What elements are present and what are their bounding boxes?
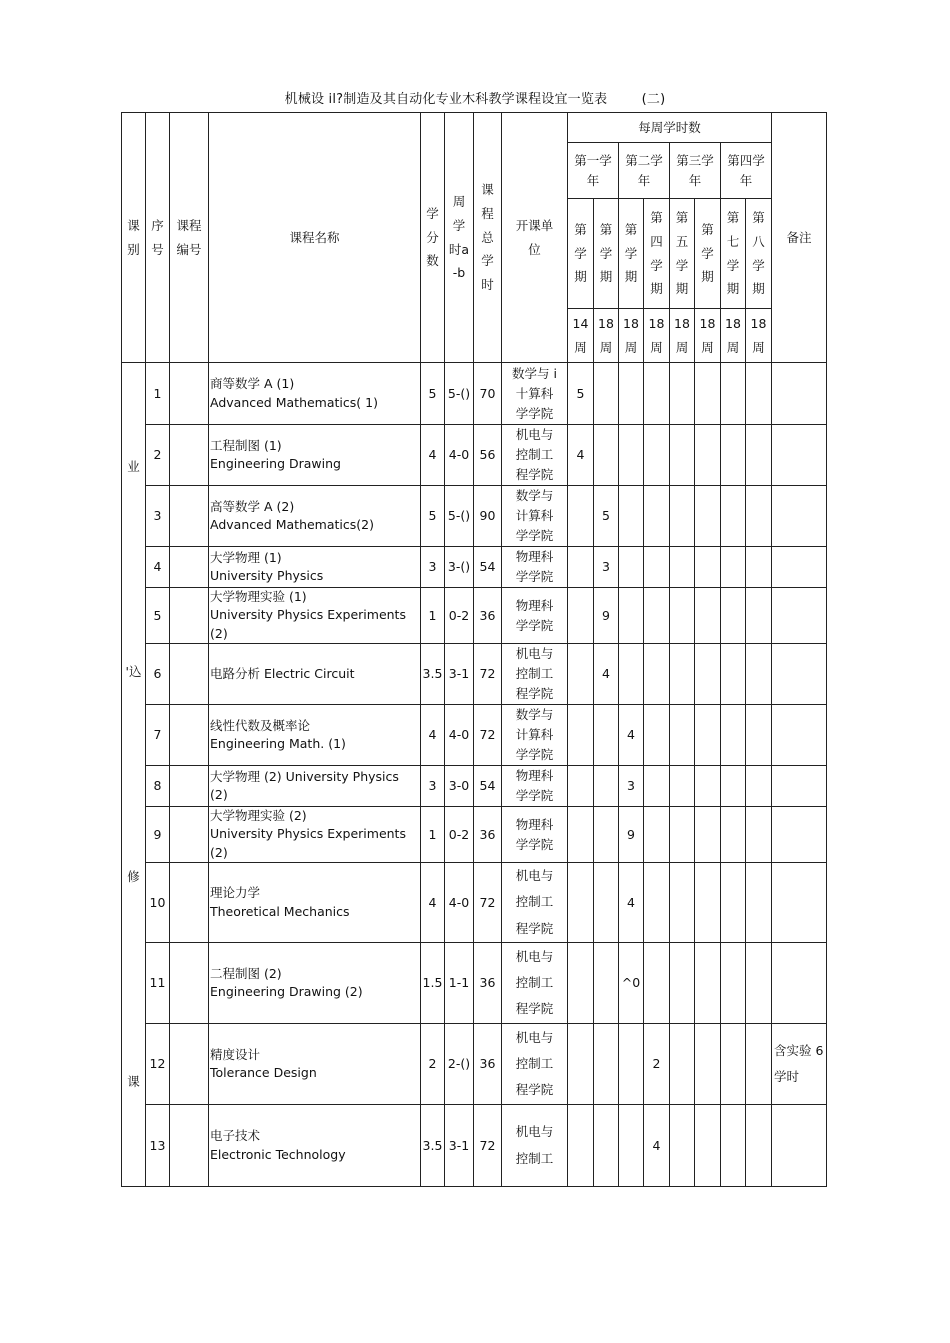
row-s2 <box>594 705 619 766</box>
row-s4 <box>644 486 670 547</box>
row-s1 <box>568 1024 594 1105</box>
row-unit: 机电与控制工程学院 <box>502 943 568 1024</box>
row-weekly: 2-() <box>445 1024 474 1105</box>
header-weeks-7: 18周 <box>721 309 746 363</box>
row-s5 <box>670 705 695 766</box>
row-weekly: 5-() <box>445 363 474 425</box>
row-seq: 4 <box>146 547 170 588</box>
row-s3 <box>619 644 644 705</box>
row-code <box>170 644 209 705</box>
row-s6 <box>695 705 721 766</box>
row-total: 36 <box>474 588 502 644</box>
row-total: 36 <box>474 1024 502 1105</box>
title-text: 机械设 il?制造及其自动化专业木科教学课程设宜一览表 <box>284 92 608 107</box>
row-s7 <box>721 766 746 807</box>
row-s6 <box>695 807 721 863</box>
row-total: 36 <box>474 807 502 863</box>
row-seq: 9 <box>146 807 170 863</box>
header-weeks-4: 18周 <box>644 309 670 363</box>
row-s5 <box>670 863 695 943</box>
row-credits: 5 <box>421 363 445 425</box>
row-s5 <box>670 807 695 863</box>
row-s3: 4 <box>619 863 644 943</box>
header-unit: 开课单位 <box>502 113 568 363</box>
row-s6 <box>695 644 721 705</box>
row-s3 <box>619 547 644 588</box>
row-unit: 数学与计算科学学院 <box>502 486 568 547</box>
row-seq: 10 <box>146 863 170 943</box>
table-row <box>122 1024 827 1105</box>
table-row <box>122 863 827 943</box>
row-code <box>170 766 209 807</box>
row-seq: 8 <box>146 766 170 807</box>
row-s8 <box>746 425 772 486</box>
header-weekly: 周学时a-b <box>445 113 474 363</box>
row-unit: 机电与控制工程学院 <box>502 425 568 486</box>
row-s7 <box>721 486 746 547</box>
row-code <box>170 807 209 863</box>
row-unit: 机电与控制工 <box>502 1105 568 1187</box>
row-remark <box>772 363 827 425</box>
header-category: 课别 <box>122 113 146 363</box>
header-semester-6: 第学期 <box>695 199 721 309</box>
header-semester-7: 第七学期 <box>721 199 746 309</box>
row-course-name: 大学物理实验 (2) University Physics Experiments (2) <box>209 807 421 863</box>
row-unit: 物理科学学院 <box>502 547 568 588</box>
row-s8 <box>746 766 772 807</box>
row-s5 <box>670 644 695 705</box>
row-code <box>170 363 209 425</box>
row-s1 <box>568 547 594 588</box>
row-s2 <box>594 807 619 863</box>
row-code <box>170 705 209 766</box>
row-total: 90 <box>474 486 502 547</box>
row-s6 <box>695 486 721 547</box>
document-title <box>0 88 950 107</box>
row-code <box>170 1024 209 1105</box>
row-s2 <box>594 1024 619 1105</box>
header-semester-3: 第学期 <box>619 199 644 309</box>
category-label-1: 业 <box>127 459 140 475</box>
row-course-name: 大学物理实验 (1) University Physics Experiments (2) <box>209 588 421 644</box>
row-weekly: 4-0 <box>445 863 474 943</box>
row-s8 <box>746 644 772 705</box>
row-s7 <box>721 363 746 425</box>
row-s4 <box>644 943 670 1024</box>
row-s3 <box>619 588 644 644</box>
row-weekly: 1-1 <box>445 943 474 1024</box>
category-label-4: 课 <box>127 1074 140 1090</box>
title-part: (二) <box>641 92 666 107</box>
row-s8 <box>746 705 772 766</box>
row-remark: 含实验 6 学时 <box>772 1024 827 1105</box>
header-weeks-1: 14周 <box>568 309 594 363</box>
row-s6 <box>695 943 721 1024</box>
row-s6 <box>695 1105 721 1187</box>
header-code: 课程编号 <box>170 113 209 363</box>
row-code <box>170 943 209 1024</box>
header-seq: 序号 <box>146 113 170 363</box>
row-course-name: 商等数学 A (1) Advanced Mathematics( 1) <box>209 363 421 425</box>
row-s8 <box>746 943 772 1024</box>
row-s5 <box>670 486 695 547</box>
row-s7 <box>721 943 746 1024</box>
row-s6 <box>695 1024 721 1105</box>
header-year-2: 第二学年 <box>619 143 670 199</box>
row-s8 <box>746 588 772 644</box>
header-weeks-8: 18周 <box>746 309 772 363</box>
header-year-3: 第三学年 <box>670 143 721 199</box>
row-s4 <box>644 547 670 588</box>
row-weekly: 3-1 <box>445 1105 474 1187</box>
row-remark <box>772 588 827 644</box>
category-cell <box>122 363 146 1187</box>
row-s6 <box>695 425 721 486</box>
row-s2 <box>594 766 619 807</box>
row-s5 <box>670 943 695 1024</box>
row-credits: 3.5 <box>421 644 445 705</box>
row-s6 <box>695 588 721 644</box>
row-s4 <box>644 863 670 943</box>
row-s3: 9 <box>619 807 644 863</box>
row-s2 <box>594 943 619 1024</box>
row-remark <box>772 863 827 943</box>
row-weekly: 3-() <box>445 547 474 588</box>
row-s7 <box>721 705 746 766</box>
row-total: 72 <box>474 644 502 705</box>
row-weekly: 4-0 <box>445 425 474 486</box>
row-total: 54 <box>474 547 502 588</box>
row-code <box>170 486 209 547</box>
row-code <box>170 547 209 588</box>
row-s1: 4 <box>568 425 594 486</box>
row-unit: 物理科学学院 <box>502 588 568 644</box>
row-s1: 5 <box>568 363 594 425</box>
row-course-name: 大学物理 (2) University Physics (2) <box>209 766 421 807</box>
row-s3 <box>619 425 644 486</box>
row-weekly: 5-() <box>445 486 474 547</box>
header-weeks-3: 18周 <box>619 309 644 363</box>
row-s4 <box>644 588 670 644</box>
row-s7 <box>721 547 746 588</box>
row-total: 36 <box>474 943 502 1024</box>
row-remark <box>772 547 827 588</box>
header-semester-2: 第学期 <box>594 199 619 309</box>
row-credits: 1 <box>421 588 445 644</box>
row-remark <box>772 766 827 807</box>
row-s4 <box>644 644 670 705</box>
row-code <box>170 588 209 644</box>
category-label-3: 修 <box>127 869 140 885</box>
row-s4 <box>644 807 670 863</box>
row-code <box>170 425 209 486</box>
row-s1 <box>568 644 594 705</box>
table-row <box>122 705 827 766</box>
row-seq: 6 <box>146 644 170 705</box>
row-s6 <box>695 863 721 943</box>
row-remark <box>772 943 827 1024</box>
row-s4 <box>644 766 670 807</box>
row-credits: 4 <box>421 863 445 943</box>
row-s4 <box>644 705 670 766</box>
row-remark <box>772 807 827 863</box>
row-seq: 5 <box>146 588 170 644</box>
row-s7 <box>721 425 746 486</box>
row-s1 <box>568 1105 594 1187</box>
header-semester-1: 第学期 <box>568 199 594 309</box>
table-row <box>122 486 827 547</box>
header-semester-5: 第五学期 <box>670 199 695 309</box>
table-row <box>122 363 827 425</box>
row-credits: 1.5 <box>421 943 445 1024</box>
row-total: 54 <box>474 766 502 807</box>
row-credits: 2 <box>421 1024 445 1105</box>
table-row <box>122 547 827 588</box>
row-unit: 物理科学学院 <box>502 807 568 863</box>
row-s4 <box>644 425 670 486</box>
row-seq: 7 <box>146 705 170 766</box>
row-total: 72 <box>474 705 502 766</box>
row-remark <box>772 425 827 486</box>
row-credits: 3 <box>421 547 445 588</box>
row-credits: 3 <box>421 766 445 807</box>
table-row <box>122 943 827 1024</box>
course-table <box>121 112 827 1187</box>
row-s2 <box>594 425 619 486</box>
row-s3: ^0 <box>619 943 644 1024</box>
row-seq: 11 <box>146 943 170 1024</box>
row-s8 <box>746 363 772 425</box>
row-s1 <box>568 486 594 547</box>
row-s3 <box>619 363 644 425</box>
header-name: 课程名称 <box>209 113 421 363</box>
row-s5 <box>670 1105 695 1187</box>
row-s3 <box>619 1024 644 1105</box>
row-unit: 数学与计算科学学院 <box>502 705 568 766</box>
row-s8 <box>746 1105 772 1187</box>
row-unit: 物理科学学院 <box>502 766 568 807</box>
row-weekly: 3-0 <box>445 766 474 807</box>
row-remark <box>772 1105 827 1187</box>
row-s5 <box>670 425 695 486</box>
header-year-1: 第一学年 <box>568 143 619 199</box>
row-s5 <box>670 1024 695 1105</box>
row-s7 <box>721 807 746 863</box>
row-s3: 3 <box>619 766 644 807</box>
row-s2: 3 <box>594 547 619 588</box>
header-semester-8: 第八学期 <box>746 199 772 309</box>
row-s4: 2 <box>644 1024 670 1105</box>
row-weekly: 4-0 <box>445 705 474 766</box>
row-seq: 13 <box>146 1105 170 1187</box>
row-s2 <box>594 1105 619 1187</box>
table-row <box>122 644 827 705</box>
category-label-2: '込 <box>125 664 142 680</box>
row-s8 <box>746 1024 772 1105</box>
row-s7 <box>721 1105 746 1187</box>
row-total: 70 <box>474 363 502 425</box>
row-s5 <box>670 547 695 588</box>
row-s4: 4 <box>644 1105 670 1187</box>
row-s5 <box>670 363 695 425</box>
row-course-name: 电路分析 Electric Circuit <box>209 644 421 705</box>
row-credits: 4 <box>421 425 445 486</box>
row-credits: 5 <box>421 486 445 547</box>
row-s6 <box>695 766 721 807</box>
row-s7 <box>721 863 746 943</box>
row-credits: 4 <box>421 705 445 766</box>
row-course-name: 线性代数及概率论 Engineering Math. (1) <box>209 705 421 766</box>
row-s8 <box>746 863 772 943</box>
row-remark <box>772 705 827 766</box>
row-s2 <box>594 363 619 425</box>
row-s1 <box>568 807 594 863</box>
row-s6 <box>695 363 721 425</box>
row-credits: 3.5 <box>421 1105 445 1187</box>
row-unit: 机电与控制工程学院 <box>502 1024 568 1105</box>
row-seq: 2 <box>146 425 170 486</box>
row-course-name: 精度设计 Tolerance Design <box>209 1024 421 1105</box>
header-semester-4: 第四学期 <box>644 199 670 309</box>
row-s7 <box>721 644 746 705</box>
row-s2: 9 <box>594 588 619 644</box>
row-weekly: 0-2 <box>445 807 474 863</box>
row-code <box>170 863 209 943</box>
row-s4 <box>644 363 670 425</box>
row-weekly: 3-1 <box>445 644 474 705</box>
row-s1 <box>568 705 594 766</box>
row-s5 <box>670 588 695 644</box>
header-weeks-5: 18周 <box>670 309 695 363</box>
row-weekly: 0-2 <box>445 588 474 644</box>
row-s2 <box>594 863 619 943</box>
row-course-name: 电子技术 Electronic Technology <box>209 1105 421 1187</box>
row-s1 <box>568 943 594 1024</box>
row-seq: 12 <box>146 1024 170 1105</box>
row-s3 <box>619 1105 644 1187</box>
row-s3: 4 <box>619 705 644 766</box>
row-s1 <box>568 766 594 807</box>
row-course-name: 工程制图 (1) Engineering Drawing <box>209 425 421 486</box>
header-credits: 学分数 <box>421 113 445 363</box>
header-remark: 备注 <box>772 113 827 363</box>
row-seq: 1 <box>146 363 170 425</box>
row-s6 <box>695 547 721 588</box>
table-row <box>122 807 827 863</box>
table-row <box>122 425 827 486</box>
header-weeks-2: 18周 <box>594 309 619 363</box>
row-unit: 数学与 i十算科学学院 <box>502 363 568 425</box>
table-row <box>122 766 827 807</box>
header-total: 课程总学时 <box>474 113 502 363</box>
row-credits: 1 <box>421 807 445 863</box>
table-row <box>122 1105 827 1187</box>
row-s8 <box>746 807 772 863</box>
row-total: 72 <box>474 863 502 943</box>
row-s8 <box>746 486 772 547</box>
row-course-name: 二程制图 (2) Engineering Drawing (2) <box>209 943 421 1024</box>
header-weekly-hours: 每周学时数 <box>568 113 772 143</box>
row-s8 <box>746 547 772 588</box>
row-s7 <box>721 1024 746 1105</box>
row-s2: 5 <box>594 486 619 547</box>
row-code <box>170 1105 209 1187</box>
table-row <box>122 588 827 644</box>
row-s5 <box>670 766 695 807</box>
header-weeks-6: 18周 <box>695 309 721 363</box>
row-unit: 机电与控制工程学院 <box>502 863 568 943</box>
row-s7 <box>721 588 746 644</box>
header-year-4: 第四学年 <box>721 143 772 199</box>
row-remark <box>772 486 827 547</box>
row-course-name: 高等数学 A (2) Advanced Mathematics(2) <box>209 486 421 547</box>
row-s3 <box>619 486 644 547</box>
row-unit: 机电与控制工程学院 <box>502 644 568 705</box>
row-s1 <box>568 588 594 644</box>
row-seq: 3 <box>146 486 170 547</box>
row-total: 72 <box>474 1105 502 1187</box>
row-course-name: 理论力学 Theoretical Mechanics <box>209 863 421 943</box>
row-s1 <box>568 863 594 943</box>
row-s2: 4 <box>594 644 619 705</box>
row-remark <box>772 644 827 705</box>
row-course-name: 大学物理 (1) University Physics <box>209 547 421 588</box>
row-total: 56 <box>474 425 502 486</box>
